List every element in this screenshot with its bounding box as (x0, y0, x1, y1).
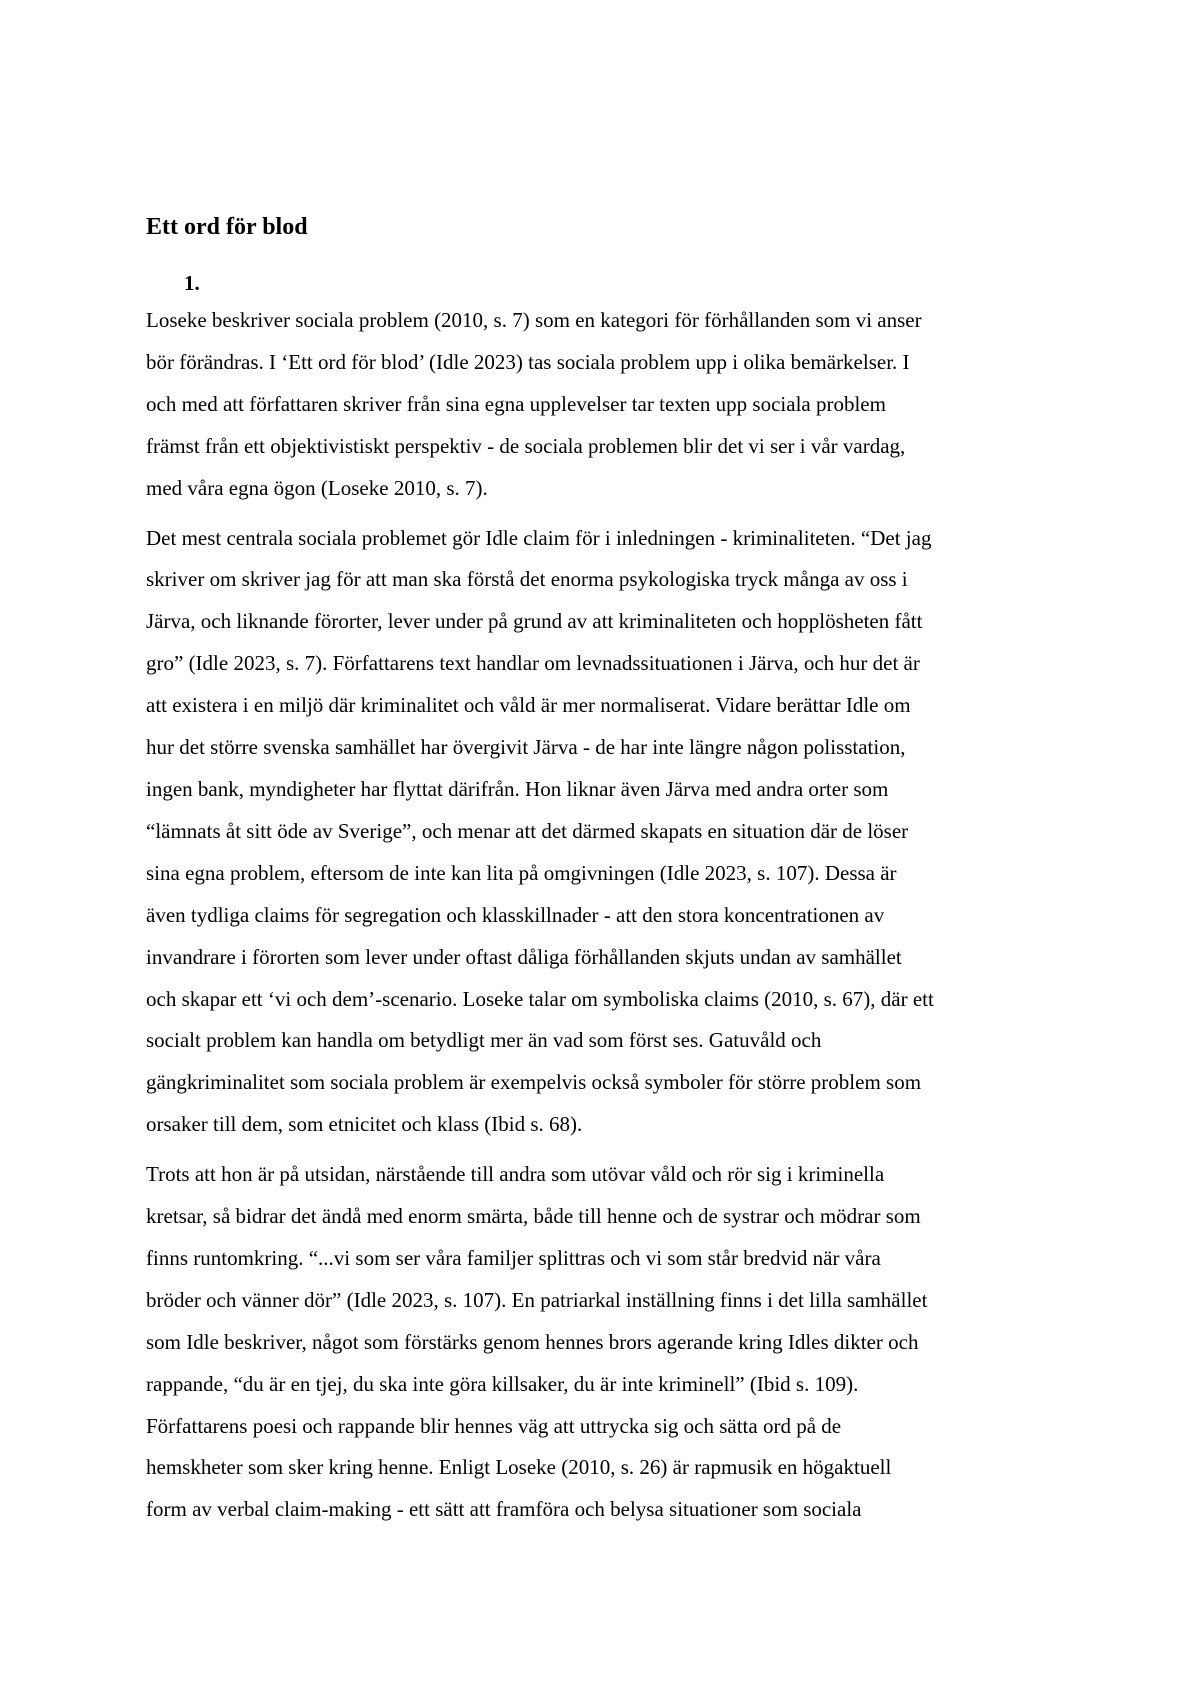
document-title: Ett ord för blod (146, 214, 308, 240)
text-line: och med att författaren skriver från sina egna upplevelser tar texten upp sociala problem (146, 391, 886, 416)
text-line: sina egna problem, eftersom de inte kan lita på omgivningen (Idle 2023, s. 107). Dessa är (146, 860, 897, 885)
text-line: gro” (Idle 2023, s. 7). Författarens text handlar om levnadssituationen i Järva, och hur det är (146, 651, 920, 676)
text-line: invandrare i förorten som lever under oftast dåliga förhållanden skjuts undan av samhället (146, 944, 902, 969)
text-line: Loseke beskriver sociala problem (2010, s. 7) som en kategori för förhållanden som vi anser (146, 308, 922, 332)
text-line: främst från ett objektivistiskt perspektiv - de sociala problemen blir det vi ser i vår vardag, (146, 433, 906, 458)
text-line: hur det större svenska samhället har övergivit Järva - de har inte längre någon polisstation, (146, 735, 906, 760)
document-page (146, 212, 1066, 1539)
text-line: med våra egna ögon (Loseke 2010, s. 7). (146, 475, 488, 500)
text-line: bör förändras. I ‘Ett ord för blod’ (Idle 2023) tas sociala problem upp i olika bemärkelser. I (146, 349, 910, 374)
text-line: socialt problem kan handla om betydligt mer än vad som först ses. Gatuvåld och (146, 1028, 822, 1053)
text-line: ingen bank, myndigheter har flyttat därifrån. Hon liknar även Järva med andra orter som (146, 776, 889, 801)
text-line: Det mest centrala sociala problemet gör Idle claim för i inledningen - kriminaliteten. “Det jag (146, 525, 932, 550)
text-line: Trots att hon är på utsidan, närstående till andra som utövar våld och rör sig i kriminella (146, 1162, 885, 1187)
paragraph-2 (146, 518, 1066, 1147)
text-line: hemskheter som sker kring henne. Enligt Loseke (2010, s. 26) är rapmusik en högaktuell (146, 1455, 892, 1480)
text-line: kretsar, så bidrar det ändå med enorm smärta, både till henne och de systrar och mödrar som (146, 1204, 921, 1229)
text-line: även tydliga claims för segregation och klasskillnader - att den stora koncentrationen av (146, 902, 885, 927)
text-line: att existera i en miljö där kriminalitet och våld är mer normaliserat. Vidare berättar Idle om (146, 693, 911, 718)
text-line: skriver om skriver jag för att man ska förstå det enorma psykologiska tryck många av oss i (146, 567, 908, 592)
section-number: 1. (184, 271, 200, 295)
text-line: form av verbal claim-making - ett sätt att framföra och belysa situationer som sociala (146, 1497, 862, 1522)
text-line: orsaker till dem, som etnicitet och klass (Ibid s. 68). (146, 1112, 583, 1137)
text-line: bröder och vänner dör” (Idle 2023, s. 107). En patriarkal inställning finns i det lilla samhället (146, 1287, 928, 1312)
text-line: finns runtomkring. “...vi som ser våra familjer splittras och vi som står bredvid när våra (146, 1245, 881, 1270)
text-line: som Idle beskriver, något som förstärks genom hennes brors agerande kring Idles dikter och (146, 1329, 919, 1354)
text-line: gängkriminalitet som sociala problem är exempelvis också symboler för större problem som (146, 1070, 922, 1095)
text-line: rappande, “du är en tjej, du ska inte göra killsaker, du är inte kriminell” (Ibid s. 109). (146, 1371, 859, 1396)
paragraph-1 (146, 300, 1066, 510)
text-line: Författarens poesi och rappande blir hennes väg att uttrycka sig och sätta ord på de (146, 1413, 842, 1438)
text-line: “lämnats åt sitt öde av Sverige”, och menar att det därmed skapats en situation där de löser (146, 818, 909, 843)
text-line: Järva, och liknande förorter, lever under på grund av att kriminaliteten och hopplösheten fått (146, 609, 923, 634)
paragraph-3 (146, 1154, 1066, 1531)
text-line: och skapar ett ‘vi och dem’-scenario. Loseke talar om symboliska claims (2010, s. 67), där ett (146, 986, 934, 1011)
